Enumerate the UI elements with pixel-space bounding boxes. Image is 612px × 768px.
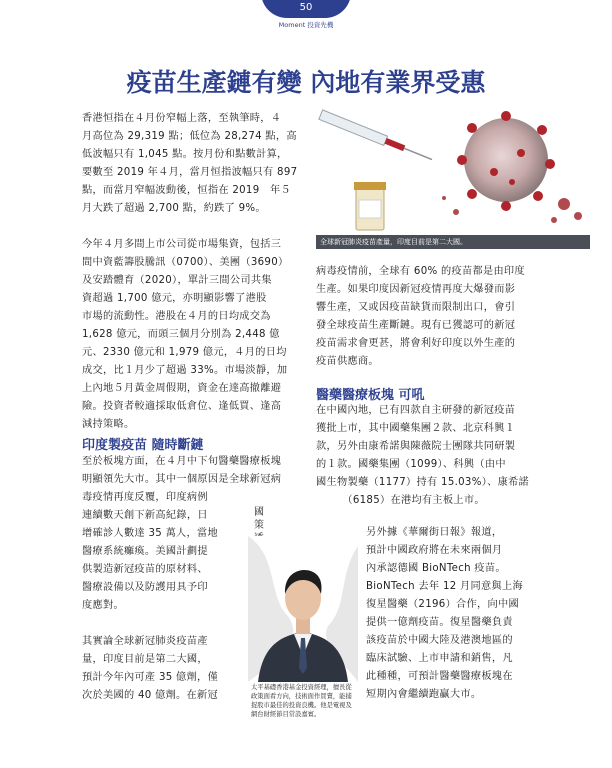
text-line: 獲批上市，其中國藥集團２款、北京科興１ xyxy=(316,423,516,434)
text-line: 增確診人數達 35 萬人，當地 xyxy=(82,528,219,539)
magazine-label: Moment 投資先機 xyxy=(278,21,334,29)
page-number: 50 xyxy=(299,2,313,13)
text-line: 月高位為 29,319 點；低位為 28,274 點，高 xyxy=(82,131,297,142)
text-line: 款，另外由康希諾與陳薇院士團隊共同研製 xyxy=(316,441,516,452)
text-line: 點，而當月窄幅波動後，恒指在 2019 年５ xyxy=(82,185,291,196)
text-line: 預計今年內可產 35 億劑，僅 xyxy=(82,672,219,683)
text-line: 的１款。國藥集團（1099）、科興（由中 xyxy=(316,459,506,470)
text-line: 其實論全球新冠肺炎疫苗產 xyxy=(82,636,208,647)
text-line: 次於美國的 40 億劑。在新冠 xyxy=(82,690,219,701)
columnist-bio: 太平基礎香港基金投資經理，擅長從政策面看方向，技術面作買賣，能捕捉股市最佳的投資良機。他是電視及網台財經節目常設嘉賓。 xyxy=(251,684,352,718)
section1-text-narrow xyxy=(82,489,242,705)
text-line: 1,628 億元，而頭三個月分別為 2,448 億 xyxy=(82,329,280,340)
text-line: 減持策略。 xyxy=(82,419,135,430)
text-line: 在中國內地，已有四款自主研發的新冠疫苗 xyxy=(316,405,516,416)
section2-text-narrow xyxy=(366,524,536,704)
text-line: 響生產，又或因疫苗缺貨而限制出口，會引 xyxy=(316,302,516,313)
text-line: 度應對。 xyxy=(82,600,124,611)
text-line: 低波幅只有 1,045 點。按月份和點數計算， xyxy=(82,149,288,160)
text-line: 疫苗需求會更甚，將會利好印度以外生產的 xyxy=(316,338,516,349)
text-line: 國生物製藥（1177）持有 15.03%）、康希諾 xyxy=(316,477,530,488)
text-line: 生產。如果印度因新冠疫情再度大爆發而影 xyxy=(316,284,516,295)
text-line: 要數至 2019 年４月，當月恒指波幅只有 897 xyxy=(82,167,298,178)
text-line: 明顯領先大市。其中一個原因是全球新冠病 xyxy=(82,474,282,485)
text-line: 醫療系統癱瘓。美國計劃提 xyxy=(82,546,208,557)
image-caption: 全球新冠肺炎疫苗產量，印度目前是第二大國。 xyxy=(316,235,590,249)
text-line xyxy=(82,615,242,633)
text-line: 供製造新冠疫苗的原材料、 xyxy=(82,564,208,575)
text-line: 短期內會繼續跑贏大市。 xyxy=(366,689,482,700)
text-line: 市場的流動性。港股在４月的日均成交為 xyxy=(82,311,271,322)
text-line: 提供一億劑疫苗。復星醫藥負責 xyxy=(366,617,513,628)
text-line: 疫苗供應商。 xyxy=(316,356,379,367)
columnist-portrait xyxy=(248,536,358,682)
text-line: （6185）在港均有主板上市。 xyxy=(316,495,485,506)
section-heading-india: 印度製疫苗 隨時斷鏈 xyxy=(82,438,204,453)
text-line: 月大跌了超過 2,700 點，約跌了 9%。 xyxy=(82,203,266,214)
text-line: 元、2330 億元和 1,979 億元，４月的日均 xyxy=(82,347,287,358)
text-line: 毒疫情再度反覆，印度病例 xyxy=(82,492,208,503)
intro-column xyxy=(82,110,296,434)
section1-text-full xyxy=(82,453,300,489)
text-line: 連續數天創下新高紀錄，日 xyxy=(82,510,208,521)
text-line: 另外據《華爾街日報》報道， xyxy=(366,527,503,538)
text-line: 至於板塊方面，在４月中下旬醫藥醫療板塊 xyxy=(82,456,282,467)
text-line: 復星醫藥（2196）合作，向中國 xyxy=(366,599,519,610)
text-line: 臨床試驗、上市申請和銷售，凡 xyxy=(366,653,513,664)
text-line: 險。投資者較適採取低倉位、逢低買、逢高 xyxy=(82,401,282,412)
text-line: 此種種，可預計醫藥醫療板塊在 xyxy=(366,671,513,682)
vaccine-virus-illustration xyxy=(316,108,590,236)
text-line: 病毒疫情前，全球有 60% 的疫苗都是由印度 xyxy=(316,266,525,277)
text-line: 香港恒指在４月份窄幅上落，至執筆時，４ xyxy=(82,113,282,124)
section2-text-full xyxy=(316,402,536,510)
text-line: 上內地５月黃金周假期，資金在達高撤離避 xyxy=(82,383,282,394)
text-line: 發全球疫苗生產斷鏈。現有已獲認可的新冠 xyxy=(316,320,516,331)
text-line: 間中資藍籌股騰訊（0700）、美團（3690） xyxy=(82,257,289,268)
page-number-tab xyxy=(261,0,351,18)
text-line: 醫療設備以及防護用具予印 xyxy=(82,582,208,593)
text-line: BioNTech 去年 12 月同意與上海 xyxy=(366,581,523,592)
text-line: 今年４月多間上市公司從市場集資，包括三 xyxy=(82,239,282,250)
text-line: 資超過 1,700 億元，亦明顯影響了港股 xyxy=(82,293,267,304)
text-line: 預計中國政府將在未來兩個月 xyxy=(366,545,503,556)
text-line: 成交，比１月少了超過 33%。市場淡靜，加 xyxy=(82,365,288,376)
column2-text xyxy=(316,263,536,371)
column-label-vertical: 國策 xyxy=(254,507,264,531)
section-heading-pharma: 醫藥醫療板塊 可吼 xyxy=(316,388,425,403)
text-line: 該疫苗於中國大陸及港澳地區的 xyxy=(366,635,513,646)
text-line: 及安踏體育（2020），單計三間公司共集 xyxy=(82,275,272,286)
text-line: 內承認德國 BioNTech 疫苗。 xyxy=(366,563,506,574)
article-title: 疫苗生產鏈有變 內地有業界受惠 xyxy=(126,68,486,97)
text-line: 量，印度目前是第二大國， xyxy=(82,654,208,665)
text-line xyxy=(82,218,296,236)
